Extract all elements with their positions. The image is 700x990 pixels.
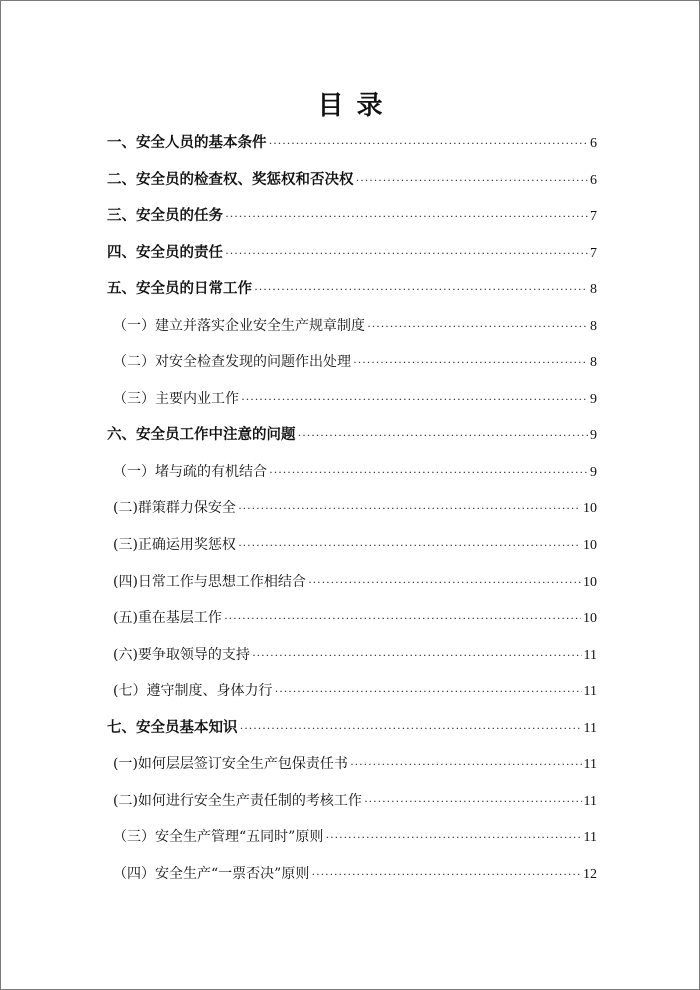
toc-entry-page-number: 8 [590, 318, 597, 334]
dot-leader [325, 819, 581, 856]
dot-leader [238, 527, 581, 564]
toc-entry-label: 五、安全员的日常工作 [107, 281, 252, 298]
toc-entry-label: (六)要争取领导的支持 [113, 646, 250, 663]
toc-entry-page-number: 11 [583, 793, 597, 809]
dot-leader [252, 637, 582, 674]
toc-entry-page-number: 9 [590, 391, 597, 407]
dot-leader [238, 490, 581, 527]
dot-leader [241, 381, 588, 418]
toc-entry[interactable] [107, 235, 597, 272]
toc-entry-page-number: 11 [583, 830, 597, 846]
dot-leader [298, 417, 589, 454]
toc-entry-label: 四、安全员的责任 [107, 244, 223, 261]
toc-entry-label: （一）堵与疏的有机结合 [113, 463, 267, 480]
dot-leader [350, 746, 582, 783]
dot-leader [308, 564, 581, 601]
dot-leader [364, 783, 582, 820]
toc-entry-page-number: 11 [583, 684, 597, 700]
dot-leader [224, 600, 581, 637]
toc-entry-page-number: 8 [590, 355, 597, 371]
toc-entry-page-number: 10 [583, 538, 597, 554]
toc-entry[interactable] [107, 710, 597, 747]
toc-entry-page-number: 10 [583, 501, 597, 517]
toc-entry[interactable] [107, 600, 597, 637]
toc-entry-label: 二、安全员的检查权、奖惩权和否决权 [107, 171, 354, 188]
toc-entry[interactable] [107, 417, 597, 454]
toc-entry[interactable] [107, 856, 597, 893]
toc-title: 目 录 [317, 91, 385, 121]
toc-entry-label: (五)重在基层工作 [113, 610, 222, 627]
toc-entry[interactable] [107, 271, 597, 308]
toc-entry-label: （三）安全生产管理“五同时”原则 [113, 829, 324, 846]
toc-entry[interactable] [107, 819, 597, 856]
toc-entry-label: (二)群策群力保安全 [113, 500, 236, 517]
toc-entry-label: 六、安全员工作中注意的问题 [107, 427, 296, 444]
toc-entry-label: 一、安全人员的基本条件 [107, 135, 267, 151]
toc-entry[interactable] [107, 637, 597, 674]
toc-entry-page-number: 11 [583, 647, 597, 663]
toc-entry[interactable] [107, 381, 597, 418]
toc-entry-label: (一)如何层层签订安全生产包保责任书 [113, 756, 348, 773]
toc-entry[interactable] [107, 308, 597, 345]
dot-leader [274, 673, 581, 710]
toc-entry-label: (三)正确运用奖惩权 [113, 537, 236, 554]
toc-entry-label: （一）建立并落实企业安全生产规章制度 [113, 317, 365, 334]
table-of-contents [107, 125, 597, 892]
toc-entry-page-number: 10 [583, 611, 597, 627]
toc-entry[interactable] [107, 490, 597, 527]
toc-entry[interactable] [107, 673, 597, 710]
toc-entry-page-number: 8 [590, 282, 597, 298]
toc-entry-label: （四）安全生产“一票否决”原则 [113, 865, 310, 882]
toc-entry[interactable] [107, 125, 597, 162]
toc-entry-page-number: 7 [590, 209, 597, 225]
toc-entry-label: (二)如何进行安全生产责任制的考核工作 [113, 792, 362, 809]
toc-entry-page-number: 6 [590, 172, 597, 188]
dot-leader [269, 125, 589, 162]
dot-leader [240, 710, 582, 747]
toc-entry[interactable] [107, 162, 597, 199]
toc-entry[interactable] [107, 783, 597, 820]
toc-entry[interactable] [107, 454, 597, 491]
toc-entry[interactable] [107, 527, 597, 564]
toc-entry-page-number: 6 [590, 136, 597, 151]
toc-entry-page-number: 10 [583, 574, 597, 590]
toc-entry-page-number: 7 [590, 245, 597, 261]
toc-entry-label: （二）对安全检查发现的问题作出处理 [113, 354, 351, 371]
toc-entry-page-number: 11 [583, 757, 597, 773]
dot-leader [269, 454, 588, 491]
dot-leader [254, 271, 588, 308]
toc-entry-page-number: 12 [583, 866, 597, 882]
toc-entry[interactable] [107, 564, 597, 601]
toc-entry-label: （三）主要内业工作 [113, 390, 239, 407]
toc-entry[interactable] [107, 344, 597, 381]
toc-entry-page-number: 11 [583, 720, 597, 736]
toc-entry[interactable] [107, 198, 597, 235]
toc-entry[interactable] [107, 746, 597, 783]
dot-leader [356, 162, 589, 199]
dot-leader [225, 198, 588, 235]
toc-entry-label: 三、安全员的任务 [107, 208, 223, 225]
dot-leader [225, 235, 588, 272]
toc-entry-label: 七、安全员基本知识 [107, 719, 238, 736]
dot-leader [311, 856, 581, 893]
dot-leader [367, 308, 588, 345]
toc-entry-page-number: 9 [590, 464, 597, 480]
dot-leader [353, 344, 588, 381]
toc-entry-label: (四)日常工作与思想工作相结合 [113, 573, 306, 590]
toc-entry-page-number: 9 [590, 428, 597, 444]
toc-entry-label: (七）遵守制度、身体力行 [113, 683, 273, 700]
